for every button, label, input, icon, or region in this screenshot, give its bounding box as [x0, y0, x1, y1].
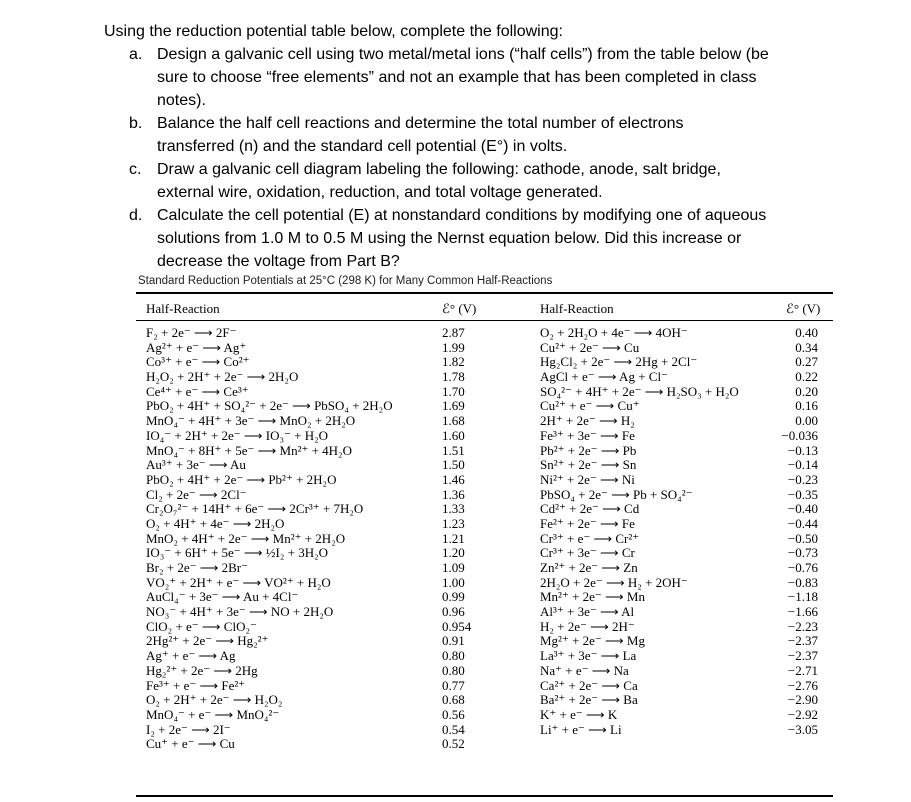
half-reaction: Pb²⁺ + 2e⁻ ⟶ Pb — [540, 442, 637, 458]
potential-value: 0.20 — [795, 383, 818, 399]
part-a-line-2: sure to choose “free elements” and not an example that has been completed in class — [157, 69, 757, 86]
half-reaction: Hg₂²⁺ + 2e⁻ ⟶ 2Hg — [146, 662, 258, 678]
part-c-line-2: external wire, oxidation, reduction, and total voltage generated. — [157, 184, 603, 201]
half-reaction: O₂ + 4H⁺ + 4e⁻ ⟶ 2H₂O — [146, 515, 285, 531]
potential-value: 0.16 — [795, 398, 818, 414]
potential-value: −3.05 — [787, 721, 818, 737]
half-reaction: IO₄⁻ + 2H⁺ + 2e⁻ ⟶ IO₃⁻ + H₂O — [146, 427, 329, 443]
potential-value: 0.80 — [442, 648, 465, 664]
potential-value: 1.70 — [442, 383, 465, 399]
potential-value: 0.52 — [442, 736, 465, 752]
potential-value: −0.40 — [787, 501, 818, 517]
half-reaction: Ca²⁺ + 2e⁻ ⟶ Ca — [540, 677, 638, 693]
half-reaction: Ce⁴⁺ + e⁻ ⟶ Ce³⁺ — [146, 383, 249, 399]
potential-value: 1.21 — [442, 530, 465, 546]
half-reaction: Ag²⁺ + e⁻ ⟶ Ag⁺ — [146, 339, 247, 355]
intro-text: Using the reduction potential table below, complete the following: — [104, 23, 563, 40]
table-caption: Standard Reduction Potentials at 25°C (298 K) for Many Common Half-Reactions — [138, 275, 553, 287]
part-c-letter: c. — [129, 161, 142, 178]
half-reaction: Mn²⁺ + 2e⁻ ⟶ Mn — [540, 589, 645, 605]
half-reaction: H₂O₂ + 2H⁺ + 2e⁻ ⟶ 2H₂O — [146, 369, 299, 385]
half-reaction: MnO₂ + 4H⁺ + 2e⁻ ⟶ Mn²⁺ + 2H₂O — [146, 530, 346, 546]
half-reaction: AgCl + e⁻ ⟶ Ag + Cl⁻ — [540, 369, 668, 385]
right-potential-column — [766, 326, 818, 737]
potential-value: 0.80 — [442, 662, 465, 678]
potential-value: 0.96 — [442, 604, 465, 620]
potential-value: 0.27 — [795, 354, 818, 370]
half-reaction: AuCl₄⁻ + 3e⁻ ⟶ Au + 4Cl⁻ — [146, 589, 299, 605]
half-reaction: Fe³⁺ + e⁻ ⟶ Fe²⁺ — [146, 677, 246, 693]
half-reaction: Br₂ + 2e⁻ ⟶ 2Br⁻ — [146, 560, 248, 575]
potential-value: −0.76 — [787, 560, 818, 575]
part-a-letter: a. — [129, 46, 143, 63]
half-reaction: Co³⁺ + e⁻ ⟶ Co²⁺ — [146, 354, 250, 370]
potential-value: 1.09 — [442, 560, 465, 575]
half-reaction: Hg₂Cl₂ + 2e⁻ ⟶ 2Hg + 2Cl⁻ — [540, 354, 698, 370]
left-potential-column — [442, 326, 471, 752]
potential-value: 1.68 — [442, 413, 465, 429]
half-reaction: Cr³⁺ + 3e⁻ ⟶ Cr — [540, 545, 635, 561]
half-reaction: VO₂⁺ + 2H⁺ + e⁻ ⟶ VO²⁺ + H₂O — [146, 574, 331, 590]
part-d-letter: d. — [129, 207, 143, 224]
header-half-reaction-left: Half-Reaction — [146, 301, 220, 316]
potential-value: 1.60 — [442, 427, 465, 443]
half-reaction: 2H₂O + 2e⁻ ⟶ H₂ + 2OH⁻ — [540, 574, 688, 590]
half-reaction: Ni²⁺ + 2e⁻ ⟶ Ni — [540, 471, 635, 487]
half-reaction: Sn²⁺ + 2e⁻ ⟶ Sn — [540, 457, 637, 473]
potential-value: 0.91 — [442, 633, 465, 649]
half-reaction: MnO₄⁻ + e⁻ ⟶ MnO₄²⁻ — [146, 706, 280, 722]
half-reaction: IO₃⁻ + 6H⁺ + 5e⁻ ⟶ ½I₂ + 3H₂O — [146, 545, 329, 561]
potential-value: 1.23 — [442, 515, 465, 531]
half-reaction: NO₃⁻ + 4H⁺ + 3e⁻ ⟶ NO + 2H₂O — [146, 604, 334, 620]
half-reaction: Au³⁺ + 3e⁻ ⟶ Au — [146, 457, 246, 473]
potential-value: 0.77 — [442, 677, 465, 693]
potential-value: −2.92 — [787, 706, 818, 722]
potential-value: 0.56 — [442, 706, 465, 722]
part-b-line-1: Balance the half cell reactions and determine the total number of electrons — [157, 115, 684, 132]
potential-value: 1.33 — [442, 501, 465, 517]
potential-value: 2.87 — [442, 325, 465, 340]
potential-value: −2.37 — [787, 648, 818, 664]
potential-value: 0.99 — [442, 589, 465, 605]
right-reaction-column — [540, 326, 739, 737]
part-a-line-1: Design a galvanic cell using two metal/metal ions (“half cells”) from the table below (be — [157, 46, 769, 63]
potential-value: −2.23 — [787, 618, 818, 634]
potential-value: 0.68 — [442, 692, 465, 708]
header-half-reaction-right: Half-Reaction — [540, 301, 614, 316]
potential-value: 0.00 — [795, 413, 818, 429]
half-reaction: K⁺ + e⁻ ⟶ K — [540, 706, 618, 722]
half-reaction: PbSO₄ + 2e⁻ ⟶ Pb + SO₄²⁻ — [540, 486, 693, 502]
half-reaction: Fe²⁺ + 2e⁻ ⟶ Fe — [540, 515, 635, 531]
half-reaction: Cd²⁺ + 2e⁻ ⟶ Cd — [540, 501, 640, 517]
potential-value: 1.51 — [442, 442, 465, 458]
potential-value: −0.35 — [787, 486, 818, 502]
potential-value: 1.82 — [442, 354, 465, 370]
table-header-rule — [136, 320, 833, 321]
header-potential-left: ℰ° (V) — [442, 301, 477, 316]
half-reaction: Cr₂O₇²⁻ + 14H⁺ + 6e⁻ ⟶ 2Cr³⁺ + 7H₂O — [146, 501, 364, 517]
potential-value: −0.44 — [787, 515, 818, 531]
part-d-line-3: decrease the voltage from Part B? — [157, 253, 400, 270]
half-reaction: ClO₂ + e⁻ ⟶ ClO₂⁻ — [146, 618, 257, 634]
potential-value: 1.00 — [442, 574, 465, 590]
half-reaction: Cu⁺ + e⁻ ⟶ Cu — [146, 736, 235, 752]
potential-value: 1.50 — [442, 457, 465, 473]
potential-value: 0.40 — [795, 325, 818, 340]
potential-value: 0.22 — [795, 369, 818, 385]
left-reaction-column — [146, 326, 393, 752]
half-reaction: 2H⁺ + 2e⁻ ⟶ H₂ — [540, 413, 635, 429]
potential-value: −0.73 — [787, 545, 818, 561]
half-reaction: Li⁺ + e⁻ ⟶ Li — [540, 721, 622, 737]
potential-value: −1.66 — [787, 604, 818, 620]
half-reaction: Mg²⁺ + 2e⁻ ⟶ Mg — [540, 633, 645, 649]
potential-value: −0.23 — [787, 471, 818, 487]
half-reaction: Ba²⁺ + 2e⁻ ⟶ Ba — [540, 692, 638, 708]
part-d-line-2: solutions from 1.0 M to 0.5 M using the Nernst equation below. Did this increase or — [157, 230, 742, 247]
potential-value: 1.20 — [442, 545, 465, 561]
half-reaction: Cu²⁺ + e⁻ ⟶ Cu⁺ — [540, 398, 640, 414]
part-a-line-3: notes). — [157, 92, 206, 109]
potential-value: −2.76 — [787, 677, 818, 693]
potential-value: −2.71 — [787, 662, 818, 678]
half-reaction: Ag⁺ + e⁻ ⟶ Ag — [146, 648, 236, 664]
potential-value: −0.036 — [781, 427, 818, 443]
half-reaction: PbO₂ + 4H⁺ + 2e⁻ ⟶ Pb²⁺ + 2H₂O — [146, 471, 337, 487]
half-reaction: O₂ + 2H⁺ + 2e⁻ ⟶ H₂O₂ — [146, 692, 283, 708]
half-reaction: Fe³⁺ + 3e⁻ ⟶ Fe — [540, 427, 635, 443]
potential-value: −2.90 — [787, 692, 818, 708]
half-reaction: Zn²⁺ + 2e⁻ ⟶ Zn — [540, 560, 638, 575]
potential-value: −0.14 — [787, 457, 818, 473]
table-top-rule — [136, 292, 833, 294]
reduction-potential-table — [136, 292, 833, 797]
half-reaction: Na⁺ + e⁻ ⟶ Na — [540, 662, 629, 678]
potential-value: −0.13 — [787, 442, 818, 458]
potential-value: −2.37 — [787, 633, 818, 649]
potential-value: −1.18 — [787, 589, 818, 605]
potential-value: 1.99 — [442, 339, 465, 355]
potential-value: 1.78 — [442, 369, 465, 385]
half-reaction: Al³⁺ + 3e⁻ ⟶ Al — [540, 604, 635, 620]
half-reaction: La³⁺ + 3e⁻ ⟶ La — [540, 648, 637, 664]
table-bottom-rule — [136, 795, 833, 797]
potential-value: −0.50 — [787, 530, 818, 546]
potential-value: 1.36 — [442, 486, 465, 502]
half-reaction: I₂ + 2e⁻ ⟶ 2I⁻ — [146, 721, 231, 737]
header-potential-right: ℰ° (V) — [786, 301, 821, 316]
half-reaction: Cl₂ + 2e⁻ ⟶ 2Cl⁻ — [146, 486, 247, 502]
part-c-line-1: Draw a galvanic cell diagram labeling the following: cathode, anode, salt bridge, — [157, 161, 721, 178]
half-reaction: PbO₂ + 4H⁺ + SO₄²⁻ + 2e⁻ ⟶ PbSO₄ + 2H₂O — [146, 398, 393, 414]
potential-value: 0.954 — [442, 618, 472, 634]
part-d-line-1: Calculate the cell potential (E) at nonstandard conditions by modifying one of aqueous — [157, 207, 767, 224]
half-reaction: H₂ + 2e⁻ ⟶ 2H⁻ — [540, 618, 635, 634]
half-reaction: 2Hg²⁺ + 2e⁻ ⟶ Hg₂²⁺ — [146, 633, 269, 649]
potential-value: 1.69 — [442, 398, 465, 414]
half-reaction: SO₄²⁻ + 4H⁺ + 2e⁻ ⟶ H₂SO₃ + H₂O — [540, 383, 739, 399]
potential-value: 0.34 — [795, 339, 818, 355]
part-b-letter: b. — [129, 115, 143, 132]
part-b-line-2: transferred (n) and the standard cell potential (E°) in volts. — [157, 138, 568, 155]
half-reaction: O₂ + 2H₂O + 4e⁻ ⟶ 4OH⁻ — [540, 325, 688, 340]
half-reaction: Cu²⁺ + 2e⁻ ⟶ Cu — [540, 339, 640, 355]
potential-value: 0.54 — [442, 721, 465, 737]
potential-value: −0.83 — [787, 574, 818, 590]
half-reaction: Cr³⁺ + e⁻ ⟶ Cr²⁺ — [540, 530, 640, 546]
half-reaction: F₂ + 2e⁻ ⟶ 2F⁻ — [146, 325, 237, 340]
half-reaction: MnO₄⁻ + 8H⁺ + 5e⁻ ⟶ Mn²⁺ + 4H₂O — [146, 442, 352, 458]
half-reaction: MnO₄⁻ + 4H⁺ + 3e⁻ ⟶ MnO₂ + 2H₂O — [146, 413, 356, 429]
potential-value: 1.46 — [442, 471, 465, 487]
